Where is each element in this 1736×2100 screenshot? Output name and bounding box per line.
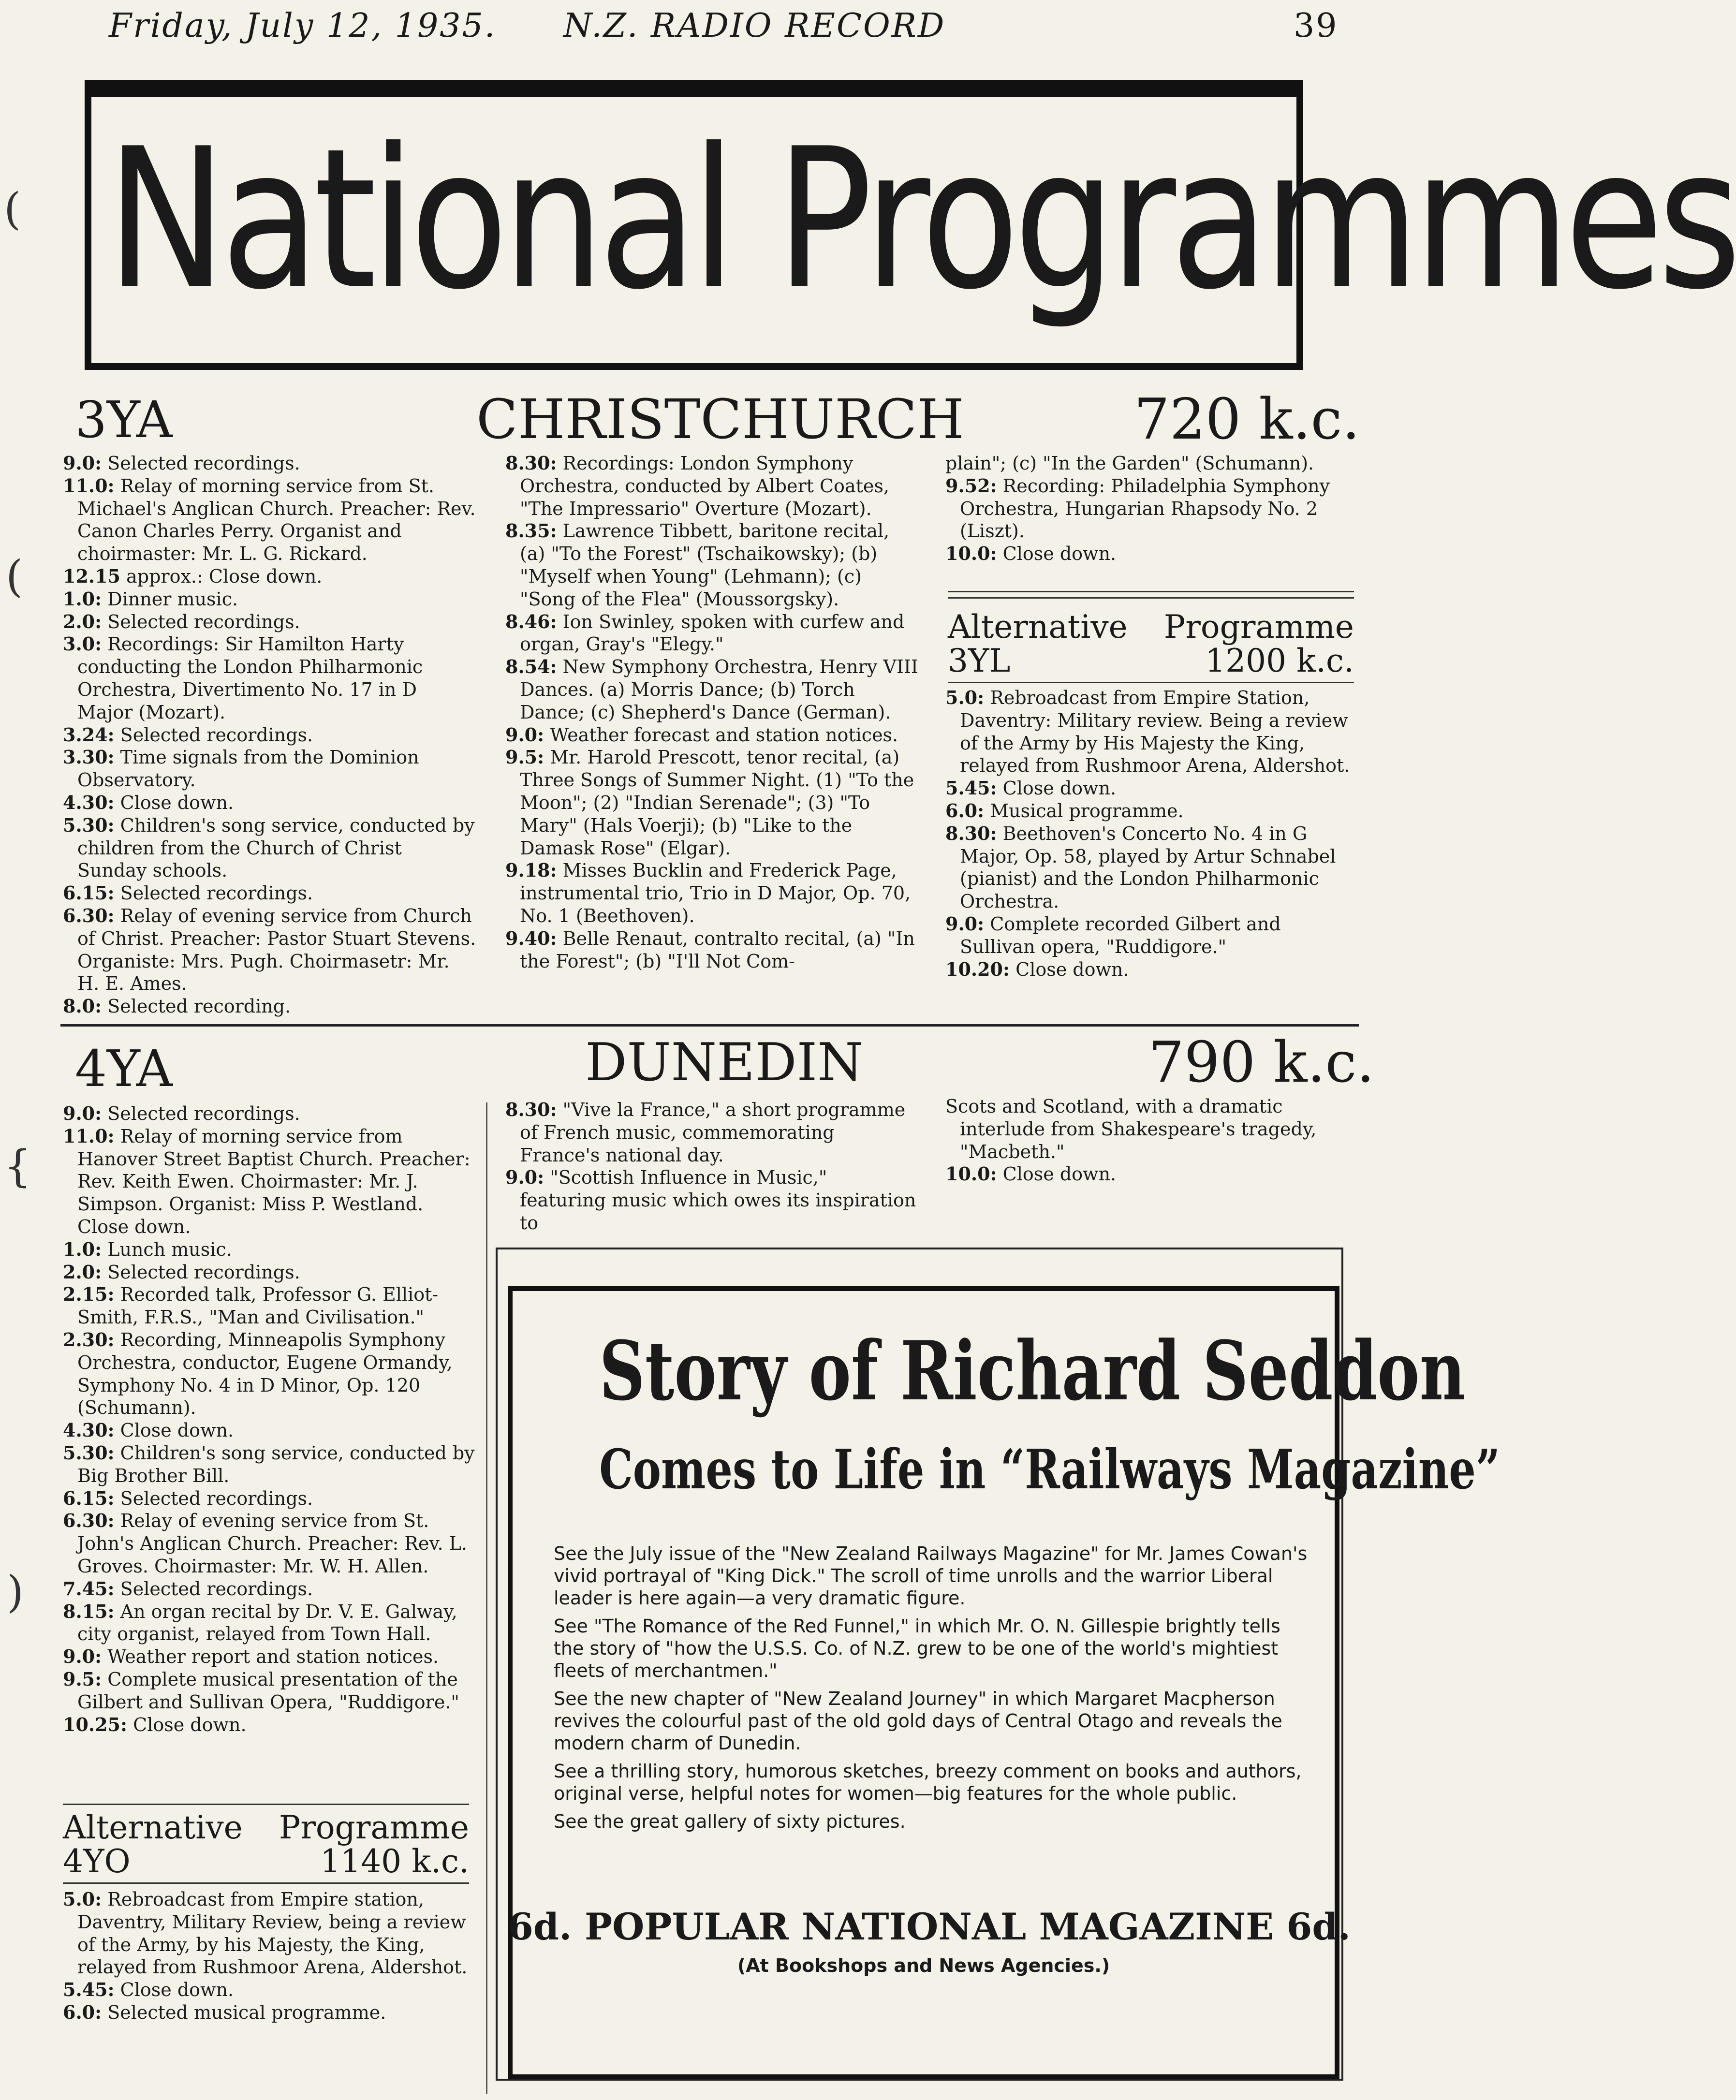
programme-item	[63, 1261, 476, 1284]
programme-description: Time signals from the Dominion Observatory.	[77, 747, 419, 791]
programme-description: Mr. Harold Prescott, tenor recital, (a) Three Songs of Summer Night. (1) "To the Moon"; (2) "Indian Serenade"; (3) "To Mary" (Hals Voerji); (b) "Like to the Damask Rose" (Elgar).	[520, 747, 914, 859]
station-call-4yo: 4YO	[63, 1843, 131, 1880]
alternative-station-4yo	[63, 1845, 469, 1879]
programme-label: Programme	[1163, 608, 1354, 646]
programme-item	[505, 1166, 919, 1234]
advert-paragraph: See the new chapter of "New Zealand Journey" in which Margaret Macpherson revives the colourful past of the old gold days of Central Otago and reveals the modern charm of Dunedin.	[554, 1688, 1282, 1754]
programme-time: 4.30:	[63, 791, 115, 813]
programme-item	[505, 746, 919, 859]
station-call-4ya: 4YA	[75, 1039, 173, 1098]
programme-item	[63, 1888, 469, 1979]
programme-description: Ion Swinley, spoken with curfew and organ, Gray's "Elegy."	[520, 611, 905, 655]
dunedin-column-2	[505, 1099, 919, 1234]
programme-time: 11.0:	[63, 474, 115, 497]
programme-time: 9.0:	[63, 1645, 102, 1668]
programme-time: 9.0:	[505, 1166, 544, 1189]
programme-time: 10.20:	[945, 958, 1010, 980]
programme-time: 8.30:	[945, 822, 997, 844]
programme-description: Selected recordings.	[107, 453, 300, 474]
programme-description: Weather report and station notices.	[107, 1646, 439, 1668]
programme-time: 5.0:	[945, 687, 985, 708]
programme-item	[63, 814, 476, 882]
programme-time: 2.0:	[63, 610, 102, 632]
programme-item	[63, 1645, 476, 1668]
programme-item	[505, 927, 919, 973]
frequency-4ya: 790 k.c.	[1148, 1030, 1375, 1095]
programme-description: Close down.	[1002, 1163, 1117, 1185]
programme-time: 9.18:	[505, 859, 557, 881]
programme-item	[63, 1329, 476, 1419]
programme-description: Relay of evening service from St. John's Anglican Church. Preacher: Rev. L. Groves. Choirmaster: Mr. W. H. Allen.	[77, 1510, 467, 1577]
column-rule	[486, 1102, 487, 2094]
programme-item	[63, 1714, 476, 1736]
programme-time: 5.30:	[63, 1441, 115, 1464]
programme-time: 9.0:	[63, 452, 102, 474]
divider	[948, 591, 1354, 592]
programme-description: Selected recordings.	[120, 882, 313, 904]
programme-item	[63, 1668, 476, 1714]
programme-description: Recording: Philadelphia Symphony Orchestra, Hungarian Rhapsody No. 2 (Liszt).	[960, 475, 1330, 542]
programme-time: 9.0:	[945, 912, 985, 935]
programme-item	[945, 1095, 1361, 1163]
programme-description: Selected recording.	[107, 996, 291, 1017]
dunedin-alternative-listing	[63, 1888, 469, 2024]
programme-time: 1.0:	[63, 1238, 102, 1260]
programme-description: Children's song service, conducted by children from the Church of Christ Sunday schools.	[77, 814, 475, 881]
programme-item	[63, 1510, 476, 1577]
programme-time: 8.15:	[63, 1600, 115, 1622]
programme-description: Close down.	[120, 792, 234, 813]
alternative-station-3yl	[948, 644, 1354, 678]
programme-time: 3.24:	[63, 723, 115, 746]
programme-description: Relay of evening service from Church of Christ. Preacher: Pastor Stuart Stevens. Organiste: Mrs. Pugh. Choirmasetr: Mr. H. E. Ames.	[77, 905, 476, 995]
programme-time: 2.15:	[63, 1283, 115, 1306]
programme-item	[63, 792, 476, 814]
divider	[948, 682, 1354, 683]
programme-time: 9.40:	[505, 927, 557, 949]
programme-description: Close down.	[1015, 958, 1129, 980]
advert-footer: 6d. POPULAR NATIONAL MAGAZINE 6d.	[508, 1905, 1351, 1948]
programme-item	[945, 452, 1361, 475]
programme-item	[63, 588, 476, 611]
programme-item	[63, 2001, 469, 2024]
programme-description: Close down.	[1002, 543, 1117, 565]
programme-time: 10.25:	[63, 1713, 128, 1735]
programme-time: 6.0:	[63, 2001, 102, 2023]
advert-headline: Story of Richard Seddon	[599, 1323, 1466, 1419]
frequency-3ya: 720 k.c.	[1134, 387, 1360, 452]
programme-item	[63, 1102, 476, 1125]
programme-item	[63, 724, 476, 747]
programme-description: Recorded talk, Professor G. Elliot-Smith, F.R.S., "Man and Civilisation."	[77, 1284, 439, 1328]
christchurch-alternative-listing	[945, 687, 1361, 981]
programme-item	[945, 475, 1361, 543]
programme-item	[63, 1578, 476, 1601]
programme-time: 6.15:	[63, 1487, 115, 1509]
programme-description: An organ recital by Dr. V. E. Galway, city organist, relayed from Town Hall.	[77, 1601, 457, 1645]
divider	[63, 1804, 469, 1805]
programme-description: Misses Bucklin and Frederick Page, instrumental trio, Trio in D Major, Op. 70, No. 1 (Beethoven).	[520, 860, 911, 926]
programme-item	[63, 995, 476, 1018]
advert-body	[554, 1542, 1310, 1838]
advert-paragraph: See a thrilling story, humorous sketches, breezy comment on books and authors, original verse, helpful notes for women—big features for the whole public.	[554, 1761, 1302, 1804]
alternative-label: Alternative	[948, 608, 1128, 646]
programme-item	[63, 1601, 476, 1646]
programme-item	[945, 958, 1361, 981]
programme-description: Recording, Minneapolis Symphony Orchestra, conductor, Eugene Ormandy, Symphony No. 4 in D Minor, Op. 120 (Schumann).	[77, 1329, 453, 1419]
programme-time: 10.0:	[945, 543, 997, 565]
programme-description: Close down.	[133, 1714, 247, 1735]
programme-description: Relay of morning service from Hanover Street Baptist Church. Preacher: Rev. Keith Ewen. Choirmaster: Mr. J. Simpson. Organist: Miss P. Westland. Close down.	[77, 1125, 471, 1237]
programme-time: 12.15	[63, 565, 120, 587]
margin-mark: {	[4, 1141, 32, 1192]
programme-time: 3.0:	[63, 633, 102, 655]
programme-item	[63, 1419, 476, 1442]
programme-time: 9.52:	[945, 474, 997, 497]
programme-time: 5.30:	[63, 814, 115, 836]
programme-time: 4.30:	[63, 1419, 115, 1441]
programme-time: 2.0:	[63, 1261, 102, 1283]
programme-label: Programme	[279, 1809, 469, 1846]
programme-description: plain"; (c) "In the Garden" (Schumann).	[945, 453, 1314, 474]
programme-time: 9.0:	[63, 1102, 102, 1124]
programme-item	[63, 475, 476, 565]
programme-description: Selected recordings.	[107, 1261, 300, 1283]
christchurch-column-1	[63, 452, 476, 1018]
programme-description: Scots and Scotland, with a dramatic interlude from Shakespeare's tragedy, "Macbeth."	[945, 1096, 1317, 1162]
issue-date: Friday, July 12, 1935.	[109, 7, 497, 45]
margin-mark: (	[6, 551, 23, 602]
margin-mark: (	[4, 184, 21, 235]
divider	[948, 597, 1354, 599]
programme-description: Relay of morning service from St. Michael's Anglican Church. Preacher: Rev. Canon Charles Perry. Organist and choirmaster: Mr. L. G. Rickard.	[77, 475, 476, 565]
margin-mark: )	[7, 1567, 24, 1617]
programme-item	[63, 1487, 476, 1510]
city-christchurch: CHRISTCHURCH	[476, 388, 964, 451]
page-title: National Programmes	[106, 107, 1736, 332]
programme-description: Lunch music.	[107, 1238, 232, 1260]
programme-item	[945, 777, 1361, 800]
programme-item	[63, 1125, 476, 1238]
programme-item	[63, 1283, 476, 1329]
programme-time: 8.0:	[63, 995, 102, 1017]
programme-description: Rebroadcast from Empire station, Daventry, Military Review, being a review of the Army, by his Majesty, the King, relayed from Rushmoor Arena, Aldershot.	[77, 1889, 468, 1978]
frequency-4yo: 1140 k.c.	[320, 1843, 469, 1880]
advert-footnote: (At Bookshops and News Agencies.)	[737, 1955, 1110, 1976]
programme-description: Selected recordings.	[120, 1487, 313, 1509]
programme-description: Rebroadcast from Empire Station, Daventry: Military review. Being a review of the Army by His Majesty the King, relayed from Rushmoor Arena, Aldershot.	[960, 687, 1350, 777]
programme-item	[505, 611, 919, 656]
station-call-3yl: 3YL	[948, 642, 1011, 679]
programme-item	[63, 746, 476, 792]
alternative-heading-4yo	[63, 1811, 469, 1845]
programme-time: 8.54:	[505, 656, 557, 678]
programme-description: Selected recordings.	[107, 1103, 300, 1124]
programme-description: Complete musical presentation of the Gilbert and Sullivan Opera, "Ruddigore."	[77, 1668, 459, 1713]
programme-item	[63, 882, 476, 905]
programme-description: "Vive la France," a short programme of French music, commemorating France's national day.	[520, 1099, 906, 1166]
programme-item	[505, 724, 919, 747]
programme-description: Selected recordings.	[120, 1578, 313, 1600]
programme-description: "Scottish Influence in Music," featuring music which owes its inspiration to	[520, 1167, 916, 1234]
advert-subheadline: Comes to Life in “Railways Magazine”	[599, 1438, 1501, 1501]
christchurch-column-3	[945, 452, 1361, 565]
programme-item	[63, 1979, 469, 2001]
programme-item	[63, 565, 476, 588]
programme-item	[505, 452, 919, 520]
programme-item	[945, 822, 1361, 913]
programme-description: Selected recordings.	[107, 611, 300, 632]
programme-description: Selected recordings.	[120, 724, 313, 746]
programme-description: Children's song service, conducted by Big Brother Bill.	[77, 1442, 475, 1486]
programme-time: 8.35:	[505, 520, 557, 542]
dunedin-column-1	[63, 1102, 476, 1736]
advert-paragraph: See the great gallery of sixty pictures.	[554, 1811, 906, 1832]
frequency-3yl: 1200 k.c.	[1205, 642, 1354, 679]
programme-description: Weather forecast and station notices.	[550, 724, 898, 746]
alternative-label: Alternative	[63, 1809, 243, 1846]
programme-item	[945, 1163, 1361, 1186]
programme-description: Recordings: London Symphony Orchestra, conducted by Albert Coates, "The Impressario" Overture (Mozart).	[520, 453, 889, 519]
alternative-heading-3yl	[948, 610, 1354, 644]
programme-item	[945, 687, 1361, 777]
advert-paragraph: See "The Romance of the Red Funnel," in which Mr. O. N. Gillespie brightly tells the story of "how the U.S.S. Co. of N.Z. grew to be one of the world's mightiest fleets of merchantmen."	[554, 1615, 1280, 1681]
programme-description: Complete recorded Gilbert and Sullivan opera, "Ruddigore."	[960, 913, 1281, 957]
programme-description: Musical programme.	[990, 800, 1184, 822]
programme-item	[63, 1238, 476, 1261]
christchurch-column-2	[505, 452, 919, 972]
programme-time: 5.0:	[63, 1888, 102, 1910]
programme-time: 11.0:	[63, 1125, 115, 1147]
programme-description: Beethoven's Concerto No. 4 in G Major, Op. 58, played by Artur Schnabel (pianist) and the London Philharmonic Orchestra.	[960, 822, 1336, 912]
programme-description: Recordings: Sir Hamilton Harty conducting the London Philharmonic Orchestra, Divertimento No. 17 in D Major (Mozart).	[77, 633, 423, 723]
programme-item	[945, 800, 1361, 822]
programme-time: 9.5:	[505, 746, 544, 768]
section-divider	[60, 1024, 1359, 1027]
programme-item	[63, 452, 476, 475]
programme-time: 8.30:	[505, 1099, 557, 1120]
programme-item	[505, 520, 919, 610]
programme-item	[63, 633, 476, 723]
programme-description: Belle Renaut, contralto recital, (a) "In the Forest"; (b) "I'll Not Com-	[520, 927, 915, 972]
programme-time: 9.0:	[505, 723, 544, 746]
programme-item	[945, 913, 1361, 958]
programme-item	[63, 905, 476, 995]
programme-description: Close down.	[1002, 778, 1117, 799]
programme-description: New Symphony Orchestra, Henry VIII Dances. (a) Morris Dance; (b) Torch Dance; (c) Shepherd's Dance (German).	[520, 656, 918, 723]
masthead	[0, 0, 1411, 63]
programme-time: 8.46:	[505, 610, 557, 632]
programme-time: 6.30:	[63, 1510, 115, 1532]
programme-description: Close down.	[120, 1979, 234, 2001]
programme-time: 7.45:	[63, 1577, 115, 1600]
programme-description: Lawrence Tibbett, baritone recital, (a) "To the Forest" (Tschaikowsky); (b) "Myself when Young" (Lehmann); (c) "Song of the Flea" (Moussorgsky).	[520, 520, 890, 610]
programme-item	[945, 543, 1361, 565]
programme-time: 2.30:	[63, 1328, 115, 1351]
programme-time: 1.0:	[63, 587, 102, 610]
programme-item	[505, 656, 919, 723]
programme-time: 5.45:	[63, 1979, 115, 2001]
programme-time: 3.30:	[63, 746, 115, 768]
station-call-3ya: 3YA	[75, 390, 173, 449]
programme-description: Dinner music.	[107, 588, 238, 610]
page-number: 39	[1294, 7, 1339, 45]
divider	[63, 1882, 469, 1884]
dunedin-column-3	[945, 1095, 1361, 1186]
programme-time: 9.5:	[63, 1668, 102, 1690]
programme-time: 6.0:	[945, 799, 985, 822]
programme-item	[63, 611, 476, 633]
programme-time: 5.45:	[945, 777, 997, 799]
programme-time: 8.30:	[505, 452, 557, 474]
programme-description: Selected musical programme.	[107, 2001, 386, 2023]
programme-item	[63, 1442, 476, 1487]
programme-description: approx.: Close down.	[126, 565, 323, 587]
programme-time: 10.0:	[945, 1163, 997, 1185]
programme-item	[505, 1099, 919, 1166]
publication-name: N.Z. RADIO RECORD	[563, 7, 946, 45]
programme-time: 6.30:	[63, 904, 115, 926]
programme-item	[505, 859, 919, 927]
programme-time: 6.15:	[63, 882, 115, 904]
programme-description: Close down.	[120, 1420, 234, 1441]
city-dunedin: DUNEDIN	[585, 1032, 863, 1093]
advert-paragraph: See the July issue of the "New Zealand Railways Magazine" for Mr. James Cowan's vivid portrayal of "King Dick." The scroll of time unrolls and the warrior Liberal leader is here again—a very dramatic figure.	[554, 1543, 1308, 1609]
